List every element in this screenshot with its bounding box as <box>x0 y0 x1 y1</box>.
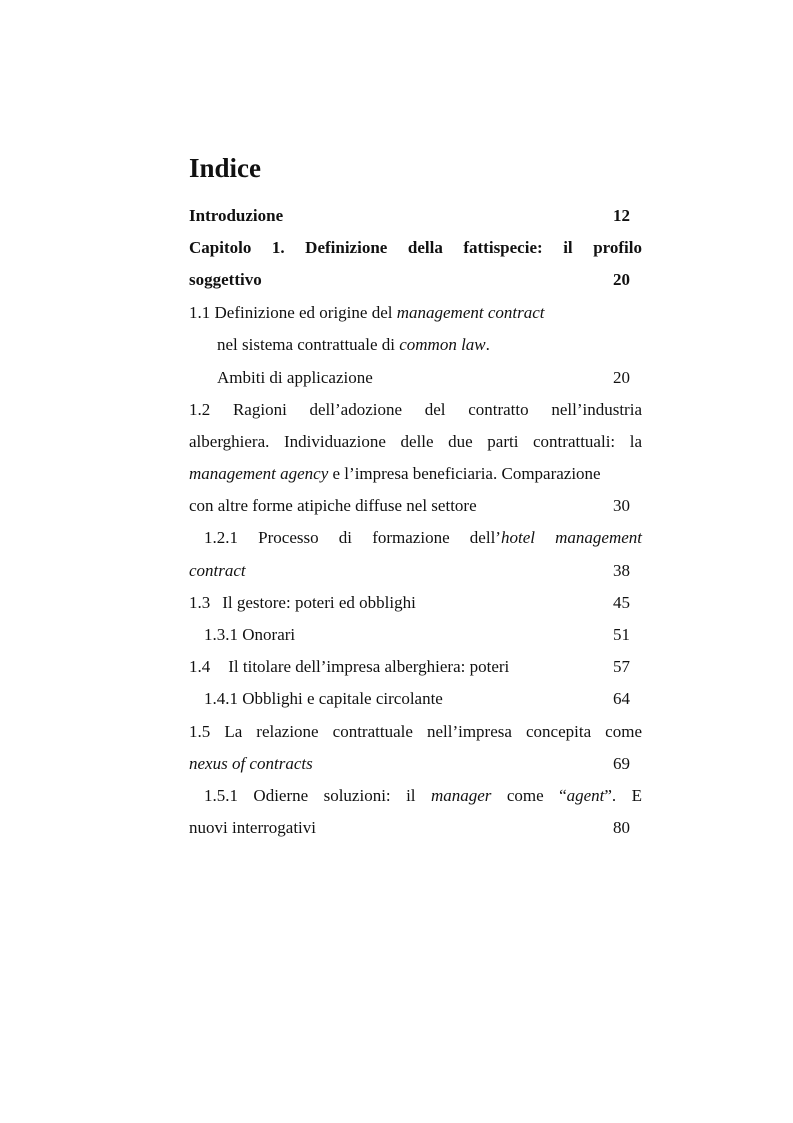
toc-label: con altre forme atipiche diffuse nel settore <box>189 496 477 515</box>
toc-entry-capitolo-1 <box>189 232 642 264</box>
toc-page-number: 20 <box>613 368 630 387</box>
toc-label: Introduzione <box>189 206 284 225</box>
toc-label: 1.2.1 Processo di formazione dell’ <box>204 528 501 547</box>
toc-label: 1.5.1 Odierne soluzioni: il <box>204 786 431 805</box>
toc-label: Il gestore: poteri ed obblighi <box>222 593 416 612</box>
toc-label-italic: hotel management <box>500 528 643 547</box>
toc-label-italic: management agency <box>189 464 329 483</box>
toc-page-number: 45 <box>613 593 630 612</box>
toc-entry-1-5-1-cont <box>189 812 642 844</box>
toc-entry-1-4-1 <box>189 683 642 715</box>
toc-page-number: 57 <box>613 657 630 676</box>
toc-number: 1.3 <box>189 593 211 612</box>
toc-entry-1-4 <box>189 651 642 683</box>
toc-entry-1-2-cont <box>189 490 642 522</box>
toc-entry-1-2-cont <box>189 458 642 490</box>
toc-entry-1-5 <box>189 716 642 748</box>
toc-label-italic: manager <box>430 786 492 805</box>
toc-label-italic: common law <box>399 335 486 354</box>
toc-page-number: 64 <box>613 689 630 708</box>
toc-page-number: 80 <box>613 818 630 837</box>
toc-entry-capitolo-1-cont <box>189 264 642 296</box>
toc-label: Ambiti di applicazione <box>217 368 373 387</box>
toc-label: alberghiera. Individuazione delle due parti contrattuali: la <box>189 432 642 451</box>
toc-page-number: 69 <box>613 754 630 773</box>
toc-entry-1-1 <box>189 297 642 329</box>
toc-page-number: 38 <box>613 561 630 580</box>
toc-entry-1-3 <box>189 587 642 619</box>
toc-entry-1-2-1-cont <box>189 555 642 587</box>
toc-page-number: 51 <box>613 625 630 644</box>
toc-label: 1.3.1 Onorari <box>204 625 296 644</box>
toc-label: come “ <box>491 786 567 805</box>
toc-page-number: 12 <box>613 206 630 225</box>
toc-page-number: 20 <box>613 270 630 289</box>
toc-label: Capitolo 1. Definizione della fattispecie: il profilo <box>189 238 642 257</box>
toc-entry-1-3-1 <box>189 619 642 651</box>
toc-label: . <box>485 335 490 354</box>
toc-entry-1-2-cont <box>189 426 642 458</box>
toc-number: 1.4 <box>189 657 211 676</box>
toc-label: soggettivo <box>189 270 262 289</box>
toc-label: ”. E <box>604 786 642 805</box>
toc-label: 1.4.1 Obblighi e capitale circolante <box>204 689 443 708</box>
toc-entry-1-1-cont <box>189 362 642 394</box>
toc-label: Il titolare dell’impresa alberghiera: poteri <box>228 657 510 676</box>
toc-entry-1-1-cont <box>189 329 642 361</box>
toc-label: nel sistema contrattuale di <box>217 335 400 354</box>
page-title: Indice <box>189 153 262 183</box>
toc-label-italic: management contract <box>396 303 545 322</box>
toc-label: e l’impresa beneficiaria. Comparazione <box>328 464 601 483</box>
toc-entry-1-2 <box>189 394 642 426</box>
toc-label-italic: agent <box>566 786 605 805</box>
toc-label: 1.2 Ragioni dell’adozione del contratto nell’industria <box>189 400 642 419</box>
toc-label: 1.5 La relazione contrattuale nell’impresa concepita come <box>189 722 642 741</box>
toc-entry-1-5-cont <box>189 748 642 780</box>
toc-entry-introduzione <box>189 200 642 232</box>
toc-page-number: 30 <box>613 496 630 515</box>
toc-label-italic: nexus of contracts <box>189 754 313 773</box>
toc-entry-1-5-1 <box>189 780 642 812</box>
toc-label-italic: contract <box>189 561 246 580</box>
toc-entry-1-2-1 <box>189 522 642 554</box>
toc-label: 1.1 Definizione ed origine del <box>189 303 397 322</box>
toc-label: nuovi interrogativi <box>189 818 317 837</box>
